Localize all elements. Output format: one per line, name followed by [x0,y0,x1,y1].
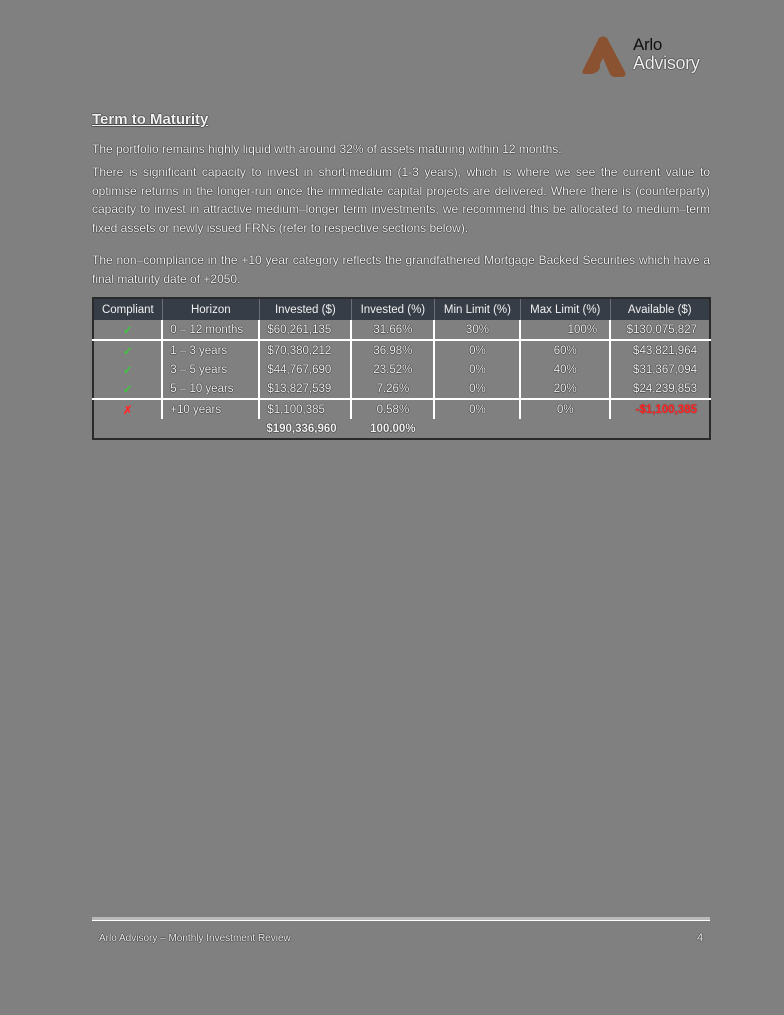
check-icon: ✓ [93,340,162,360]
invested-cell: $44,767,690 [259,360,351,379]
footer-title: Arlo Advisory – Monthly Investment Review [99,933,291,944]
horizon-cell: 5 – 10 years [162,379,259,399]
horizon-cell: +10 years [162,399,259,419]
invested-pct-cell: 7.26% [351,379,434,399]
check-icon: ✓ [122,364,133,377]
arlo-advisory-logo [581,36,711,78]
logo-text-advisory: Advisory [633,53,700,73]
max-limit-cell: 20% [520,379,610,399]
table-header-row [93,298,710,320]
footer-divider [92,917,710,921]
table-row [93,340,710,360]
empty-cell [434,419,520,439]
col-invested-dollars: Invested ($) [259,298,351,320]
table-total-row [93,419,710,439]
invested-cell: $60,261,135 [259,320,351,340]
available-cell-negative: -$1,100,385 [610,399,710,419]
empty-cell [162,419,259,439]
total-invested-pct-cell: 100.00% [370,422,416,435]
max-limit-cell: 60% [520,340,610,360]
paragraph-non-compliance: The non–compliance in the +10 year category reflects the grandfathered Mortgage Backed Securities which have a final maturity date of +2050. [92,253,710,286]
max-limit-cell: 40% [520,360,610,379]
table-row [93,320,710,340]
arlo-a-logo-icon [581,36,627,78]
empty-cell [610,419,710,439]
invested-cell: $13,827,539 [259,379,351,399]
max-limit-cell: 100% [520,320,610,340]
term-to-maturity-table [92,297,711,440]
col-min-limit: Min Limit (%) [434,298,520,320]
col-horizon: Horizon [162,298,259,320]
col-compliant: Compliant [93,298,162,320]
horizon-cell: 1 – 3 years [162,340,259,360]
paragraph-liquidity: The portfolio remains highly liquid with around 32% of assets maturing within 12 months. [92,142,562,156]
table-row [93,399,710,419]
empty-cell [520,419,610,439]
invested-cell: $70,380,212 [259,340,351,360]
min-limit-cell: 0% [434,399,520,419]
horizon-cell: 0 – 12 months [162,320,259,340]
check-icon: ✓ [122,383,133,396]
invested-pct-cell: 31.66% [351,320,434,340]
col-max-limit: Max Limit (%) [520,298,610,320]
min-limit-cell: 0% [434,340,520,360]
empty-cell [93,419,162,439]
page-number: 4 [697,932,704,944]
available-cell: $31,367,094 [610,360,710,379]
max-limit-cell: 0% [520,399,610,419]
min-limit-cell: 0% [434,360,520,379]
available-cell: $43,821,964 [610,340,710,360]
paragraph-capacity: There is significant capacity to invest in short-medium (1-3 years), which is where we see the current value to optimise returns in the longer-run once the immediate capital projects are delivered. Where there is (counterparty) capacity to invest in attractive medium–longer term investments, we recommend this be allocated to medium–term fixed assets or newly issued FRNs (refer to respective sections below). [92,165,710,235]
table-row [93,360,710,379]
invested-pct-cell: 23.52% [351,360,434,379]
col-invested-percent: Invested (%) [351,298,434,320]
logo-text-arlo: Arlo [633,35,663,54]
horizon-cell: 3 – 5 years [162,360,259,379]
min-limit-cell: 0% [434,379,520,399]
section-title: Term to Maturity [92,111,209,128]
available-cell: $130,075,827 [610,320,710,340]
invested-cell: $1,100,385 [259,399,351,419]
invested-pct-cell: 36.98% [351,340,434,360]
available-cell: $24,239,853 [610,379,710,399]
total-invested-cell: $190,336,960 [266,422,337,435]
table-row [93,379,710,399]
cross-icon: ✗ [93,399,162,419]
col-available: Available ($) [610,298,710,320]
check-icon: ✓ [122,324,133,337]
min-limit-cell: 30% [434,320,520,340]
invested-pct-cell: 0.58% [351,399,434,419]
